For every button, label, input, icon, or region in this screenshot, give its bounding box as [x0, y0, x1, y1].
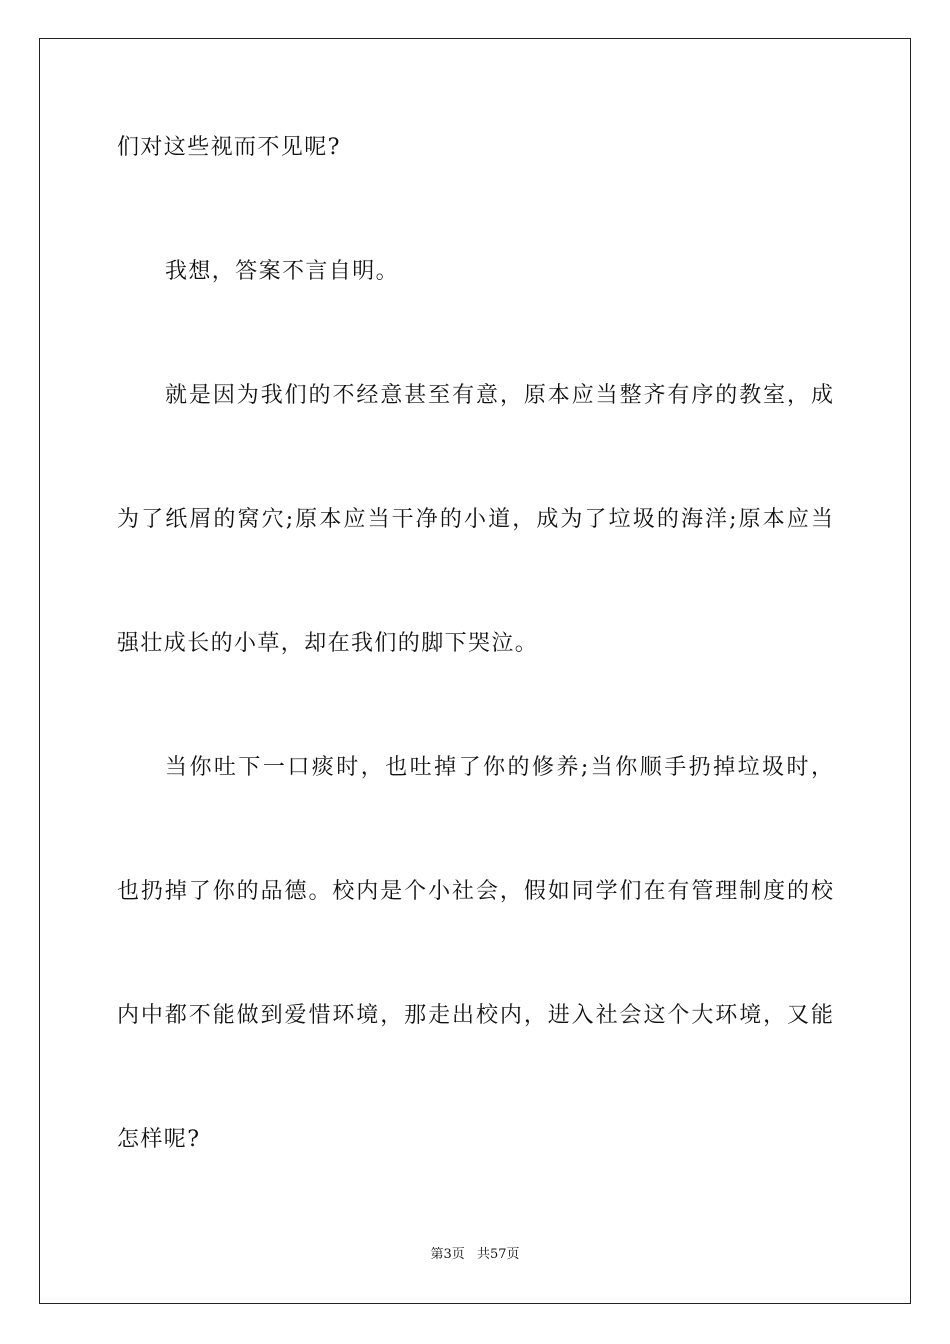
page-number: 第3页 — [430, 1247, 465, 1262]
paragraph-line-3: 就是因为我们的不经意甚至有意，原本应当整齐有序的教室，成 — [165, 383, 833, 408]
page-border — [39, 38, 911, 1304]
paragraph-line-5: 强壮成长的小草，却在我们的脚下哭泣。 — [117, 631, 539, 656]
paragraph-line-4: 为了纸屑的窝穴;原本应当干净的小道，成为了垃圾的海洋;原本应当 — [117, 507, 833, 532]
paragraph-line-9: 怎样呢? — [117, 1127, 201, 1152]
paragraph-line-8: 内中都不能做到爱惜环境，那走出校内，进入社会这个大环境，又能 — [117, 1003, 833, 1028]
paragraph-line-1: 们对这些视而不见呢? — [117, 135, 341, 160]
page-total: 共57页 — [476, 1247, 520, 1262]
page-footer — [0, 1246, 950, 1264]
paragraph-line-6: 当你吐下一口痰时，也吐掉了你的修养;当你顺手扔掉垃圾时， — [165, 755, 833, 780]
paragraph-line-7: 也扔掉了你的品德。校内是个小社会，假如同学们在有管理制度的校 — [117, 879, 833, 904]
paragraph-line-2: 我想，答案不言自明。 — [165, 259, 400, 284]
